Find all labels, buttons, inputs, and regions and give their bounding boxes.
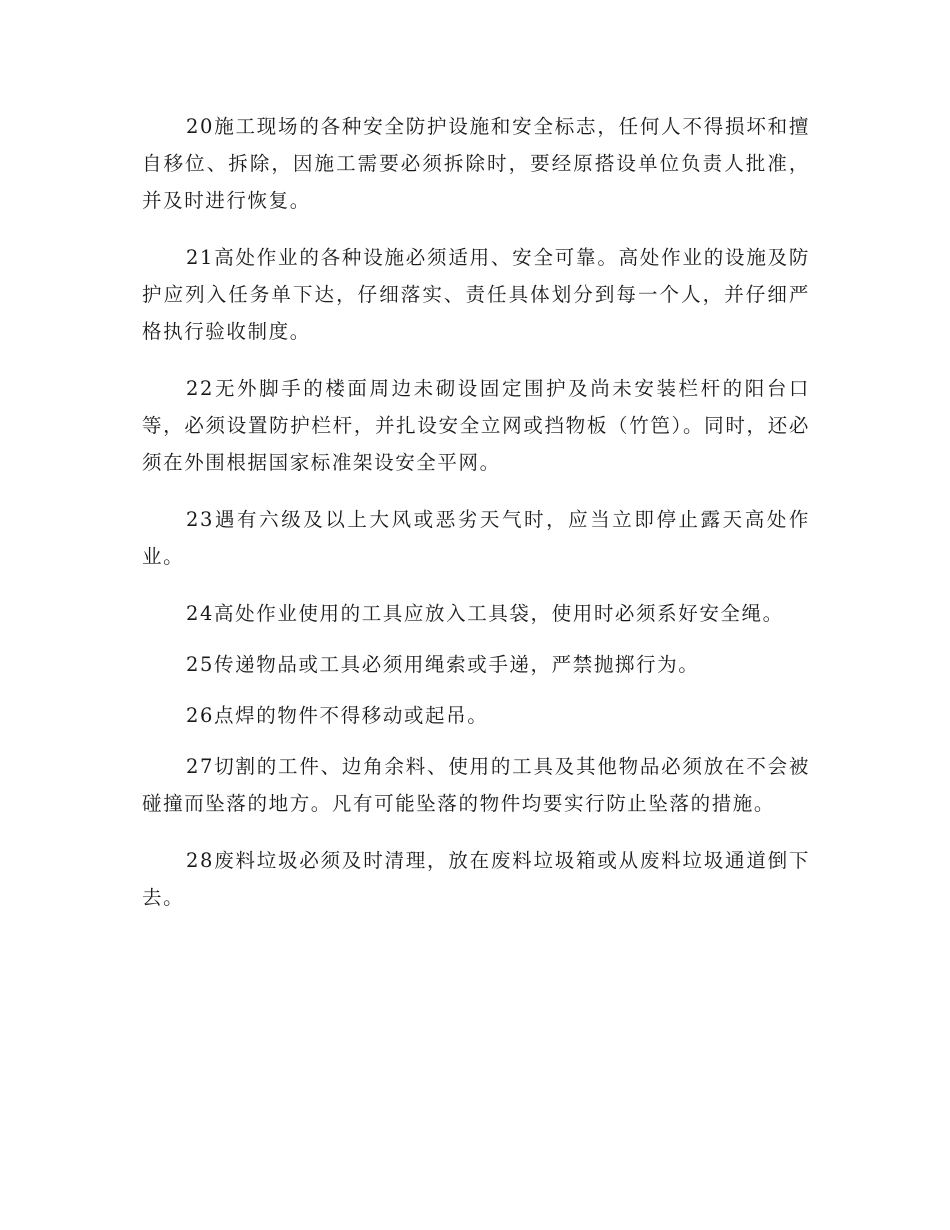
paragraph-item-21: 21高处作业的各种设施必须适用、安全可靠。高处作业的设施及防护应列入任务单下达，仔细落实、责任具体划分到每一个人，并仔细严格执行验收制度。 (142, 246, 810, 343)
paragraph-item-22: 22无外脚手的楼面周边未砌设固定围护及尚未安装栏杆的阳台口等，必须设置防护栏杆，并扎设安全立网或挡物板（竹笆）。同时，还必须在外围根据国家标准架设安全平网。 (142, 377, 810, 474)
paragraph-item-28: 28废料垃圾必须及时清理，放在废料垃圾箱或从废料垃圾通道倒下去。 (142, 849, 810, 909)
paragraph-item-25: 25传递物品或工具必须用绳索或手递，严禁抛掷行为。 (186, 653, 700, 676)
paragraph-item-26: 26点焊的物件不得移动或起吊。 (186, 704, 489, 727)
document-body (142, 108, 810, 936)
paragraph-item-20: 20施工现场的各种安全防护设施和安全标志，任何人不得损坏和擅自移位、拆除，因施工需要必须拆除时，要经原搭设单位负责人批准，并及时进行恢复。 (142, 115, 810, 212)
paragraph-item-24: 24高处作业使用的工具应放入工具袋，使用时必须系好安全绳。 (186, 602, 784, 625)
paragraph-item-27: 27切割的工件、边角余料、使用的工具及其他物品必须放在不会被碰撞而坠落的地方。凡有可能坠落的物件均要实行防止坠落的措施。 (142, 755, 810, 815)
paragraph-item-23: 23遇有六级及以上大风或恶劣天气时，应当立即停止露天高处作业。 (142, 508, 810, 568)
